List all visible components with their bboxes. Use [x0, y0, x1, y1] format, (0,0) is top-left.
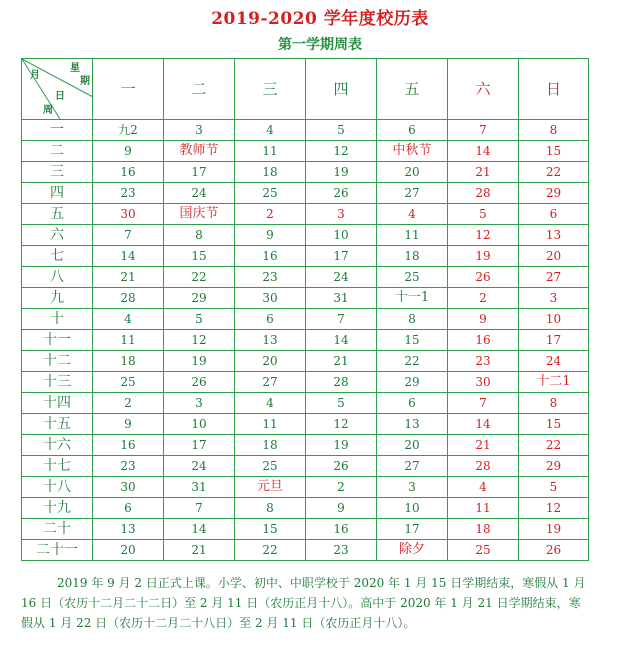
- day-cell: 21: [93, 267, 164, 288]
- corner-star-label: 星: [70, 63, 80, 74]
- day-cell: 7: [93, 225, 164, 246]
- day-cell: 22: [235, 540, 306, 561]
- day-cell: 8: [235, 498, 306, 519]
- day-cell: 17: [306, 246, 377, 267]
- day-cell: 27: [519, 267, 589, 288]
- day-cell: 10: [377, 498, 448, 519]
- day-cell: 15: [519, 414, 589, 435]
- week-row: [22, 246, 589, 267]
- week-row: [22, 330, 589, 351]
- weekday-header-fri: 五: [377, 59, 448, 120]
- day-cell: 19: [306, 162, 377, 183]
- corner-day-label: 日: [55, 91, 65, 102]
- week-number-cell: 十: [22, 309, 93, 330]
- day-cell: 31: [164, 477, 235, 498]
- day-cell: 27: [377, 183, 448, 204]
- day-cell: 国庆节: [164, 204, 235, 225]
- day-cell: 30: [235, 288, 306, 309]
- day-cell: 21: [448, 435, 519, 456]
- day-cell: 7: [164, 498, 235, 519]
- day-cell: 16: [93, 162, 164, 183]
- day-cell: 16: [235, 246, 306, 267]
- week-row: [22, 267, 589, 288]
- corner-qi-label: 期: [80, 76, 90, 87]
- day-cell: 17: [164, 162, 235, 183]
- day-cell: 5: [519, 477, 589, 498]
- day-cell: 12: [164, 330, 235, 351]
- week-row: [22, 225, 589, 246]
- week-number-cell: 十七: [22, 456, 93, 477]
- day-cell: 3: [306, 204, 377, 225]
- week-number-cell: 三: [22, 162, 93, 183]
- day-cell: 4: [377, 204, 448, 225]
- day-cell: 18: [93, 351, 164, 372]
- day-cell: 12: [519, 498, 589, 519]
- day-cell: 2: [93, 393, 164, 414]
- day-cell: 30: [93, 477, 164, 498]
- week-number-cell: 十四: [22, 393, 93, 414]
- day-cell: 24: [164, 183, 235, 204]
- day-cell: 21: [164, 540, 235, 561]
- day-cell: 26: [448, 267, 519, 288]
- week-number-cell: 四: [22, 183, 93, 204]
- day-cell: 11: [235, 414, 306, 435]
- week-row: [22, 435, 589, 456]
- day-cell: 20: [235, 351, 306, 372]
- day-cell: 14: [93, 246, 164, 267]
- header-row: [22, 59, 589, 120]
- day-cell: 11: [377, 225, 448, 246]
- week-row: [22, 141, 589, 162]
- day-cell: 22: [519, 162, 589, 183]
- week-number-cell: 十三: [22, 372, 93, 393]
- week-number-cell: 十五: [22, 414, 93, 435]
- day-cell: 十一1: [377, 288, 448, 309]
- day-cell: 16: [93, 435, 164, 456]
- day-cell: 6: [235, 309, 306, 330]
- weekday-header-sat: 六: [448, 59, 519, 120]
- day-cell: 9: [235, 225, 306, 246]
- week-row: [22, 120, 589, 141]
- day-cell: 26: [519, 540, 589, 561]
- school-calendar-table: [21, 58, 589, 561]
- day-cell: 6: [377, 393, 448, 414]
- day-cell: 24: [164, 456, 235, 477]
- week-row: [22, 519, 589, 540]
- day-cell: 19: [306, 435, 377, 456]
- day-cell: 除夕: [377, 540, 448, 561]
- day-cell: 9: [93, 414, 164, 435]
- day-cell: 23: [93, 183, 164, 204]
- weekday-header-sun: 日: [519, 59, 589, 120]
- day-cell: 15: [164, 246, 235, 267]
- weekday-header-wed: 三: [235, 59, 306, 120]
- day-cell: 8: [519, 393, 589, 414]
- day-cell: 27: [377, 456, 448, 477]
- day-cell: 9: [306, 498, 377, 519]
- week-number-cell: 八: [22, 267, 93, 288]
- day-cell: 11: [448, 498, 519, 519]
- week-row: [22, 456, 589, 477]
- week-number-cell: 十六: [22, 435, 93, 456]
- weekday-header-tue: 二: [164, 59, 235, 120]
- day-cell: 25: [93, 372, 164, 393]
- day-cell: 13: [93, 519, 164, 540]
- day-cell: 中秋节: [377, 141, 448, 162]
- week-number-cell: 十二: [22, 351, 93, 372]
- week-number-cell: 十八: [22, 477, 93, 498]
- day-cell: 20: [377, 162, 448, 183]
- day-cell: 16: [448, 330, 519, 351]
- day-cell: 教师节: [164, 141, 235, 162]
- day-cell: 4: [448, 477, 519, 498]
- day-cell: 3: [164, 393, 235, 414]
- day-cell: 18: [377, 246, 448, 267]
- day-cell: 10: [164, 414, 235, 435]
- week-number-cell: 六: [22, 225, 93, 246]
- weekday-header-thu: 四: [306, 59, 377, 120]
- day-cell: 26: [306, 183, 377, 204]
- day-cell: 9: [93, 141, 164, 162]
- day-cell: 26: [306, 456, 377, 477]
- day-cell: 29: [519, 183, 589, 204]
- day-cell: 14: [448, 414, 519, 435]
- week-number-cell: 七: [22, 246, 93, 267]
- week-row: [22, 288, 589, 309]
- day-cell: 21: [306, 351, 377, 372]
- day-cell: 14: [164, 519, 235, 540]
- calendar-title: 2019-2020 学年度校历表: [211, 9, 429, 29]
- weekday-header-mon: 一: [93, 59, 164, 120]
- day-cell: 3: [164, 120, 235, 141]
- week-number-cell: 一: [22, 120, 93, 141]
- day-cell: 23: [306, 540, 377, 561]
- week-row: [22, 162, 589, 183]
- day-cell: 17: [377, 519, 448, 540]
- day-cell: 21: [448, 162, 519, 183]
- day-cell: 6: [377, 120, 448, 141]
- week-number-cell: 五: [22, 204, 93, 225]
- day-cell: 22: [519, 435, 589, 456]
- day-cell: 23: [235, 267, 306, 288]
- day-cell: 29: [377, 372, 448, 393]
- week-row: [22, 414, 589, 435]
- diagonal-lines: [22, 59, 93, 119]
- day-cell: 8: [164, 225, 235, 246]
- day-cell: 31: [306, 288, 377, 309]
- day-cell: 17: [519, 330, 589, 351]
- day-cell: 28: [306, 372, 377, 393]
- day-cell: 22: [377, 351, 448, 372]
- day-cell: 5: [164, 309, 235, 330]
- semester-note: 2019 年 9 月 2 日正式上课。小学、初中、中职学校于 2020 年 1 月 15 日学期结束，寒假从 1 月 16 日（农历十二月二十二日）至 2 月 11 日（农历正月十八）。高中于 2020 年 1 月 21 日学期结束，寒假从 1 月 22 日（农历十二月二十八日）至 2 月 11 日（农历正月十八）。: [21, 576, 586, 630]
- day-cell: 14: [448, 141, 519, 162]
- day-cell: 9: [448, 309, 519, 330]
- day-cell: 5: [306, 393, 377, 414]
- week-number-cell: 十一: [22, 330, 93, 351]
- day-cell: 十二1: [519, 372, 589, 393]
- day-cell: 18: [235, 162, 306, 183]
- day-cell: 7: [448, 393, 519, 414]
- day-cell: 17: [164, 435, 235, 456]
- corner-month-label: 月: [30, 70, 40, 81]
- day-cell: 12: [306, 414, 377, 435]
- day-cell: 4: [235, 393, 306, 414]
- day-cell: 3: [519, 288, 589, 309]
- day-cell: 20: [93, 540, 164, 561]
- day-cell: 30: [448, 372, 519, 393]
- week-row: [22, 372, 589, 393]
- day-cell: 15: [235, 519, 306, 540]
- day-cell: 28: [93, 288, 164, 309]
- day-cell: 5: [448, 204, 519, 225]
- day-cell: 6: [93, 498, 164, 519]
- day-cell: 22: [164, 267, 235, 288]
- day-cell: 19: [448, 246, 519, 267]
- day-cell: 元旦: [235, 477, 306, 498]
- week-row: [22, 540, 589, 561]
- corner-week-label: 周: [43, 105, 53, 116]
- day-cell: 13: [235, 330, 306, 351]
- day-cell: 14: [306, 330, 377, 351]
- day-cell: 11: [235, 141, 306, 162]
- week-row: [22, 351, 589, 372]
- day-cell: 16: [306, 519, 377, 540]
- day-cell: 九2: [93, 120, 164, 141]
- day-cell: 24: [306, 267, 377, 288]
- day-cell: 19: [519, 519, 589, 540]
- week-number-cell: 二十: [22, 519, 93, 540]
- week-number-cell: 二: [22, 141, 93, 162]
- day-cell: 25: [235, 183, 306, 204]
- day-cell: 25: [235, 456, 306, 477]
- week-number-cell: 十九: [22, 498, 93, 519]
- day-cell: 25: [448, 540, 519, 561]
- day-cell: 24: [519, 351, 589, 372]
- day-cell: 12: [448, 225, 519, 246]
- day-cell: 2: [306, 477, 377, 498]
- week-row: [22, 309, 589, 330]
- day-cell: 26: [164, 372, 235, 393]
- day-cell: 23: [448, 351, 519, 372]
- day-cell: 30: [93, 204, 164, 225]
- day-cell: 28: [448, 456, 519, 477]
- day-cell: 8: [377, 309, 448, 330]
- day-cell: 18: [448, 519, 519, 540]
- week-row: [22, 183, 589, 204]
- semester-subtitle: 第一学期周表: [278, 37, 362, 53]
- day-cell: 4: [235, 120, 306, 141]
- day-cell: 10: [519, 309, 589, 330]
- week-row: [22, 393, 589, 414]
- day-cell: 12: [306, 141, 377, 162]
- day-cell: 8: [519, 120, 589, 141]
- day-cell: 20: [377, 435, 448, 456]
- day-cell: 11: [93, 330, 164, 351]
- day-cell: 7: [448, 120, 519, 141]
- week-row: [22, 498, 589, 519]
- day-cell: 15: [519, 141, 589, 162]
- day-cell: 29: [519, 456, 589, 477]
- corner-header-cell: [22, 59, 93, 120]
- day-cell: 20: [519, 246, 589, 267]
- week-number-cell: 九: [22, 288, 93, 309]
- day-cell: 4: [93, 309, 164, 330]
- day-cell: 13: [519, 225, 589, 246]
- week-row: [22, 204, 589, 225]
- day-cell: 2: [235, 204, 306, 225]
- day-cell: 3: [377, 477, 448, 498]
- day-cell: 15: [377, 330, 448, 351]
- day-cell: 18: [235, 435, 306, 456]
- day-cell: 23: [93, 456, 164, 477]
- day-cell: 10: [306, 225, 377, 246]
- day-cell: 19: [164, 351, 235, 372]
- day-cell: 5: [306, 120, 377, 141]
- day-cell: 25: [377, 267, 448, 288]
- day-cell: 28: [448, 183, 519, 204]
- day-cell: 29: [164, 288, 235, 309]
- day-cell: 13: [377, 414, 448, 435]
- calendar-body: [22, 120, 589, 561]
- day-cell: 2: [448, 288, 519, 309]
- day-cell: 7: [306, 309, 377, 330]
- week-row: [22, 477, 589, 498]
- day-cell: 6: [519, 204, 589, 225]
- week-number-cell: 二十一: [22, 540, 93, 561]
- day-cell: 27: [235, 372, 306, 393]
